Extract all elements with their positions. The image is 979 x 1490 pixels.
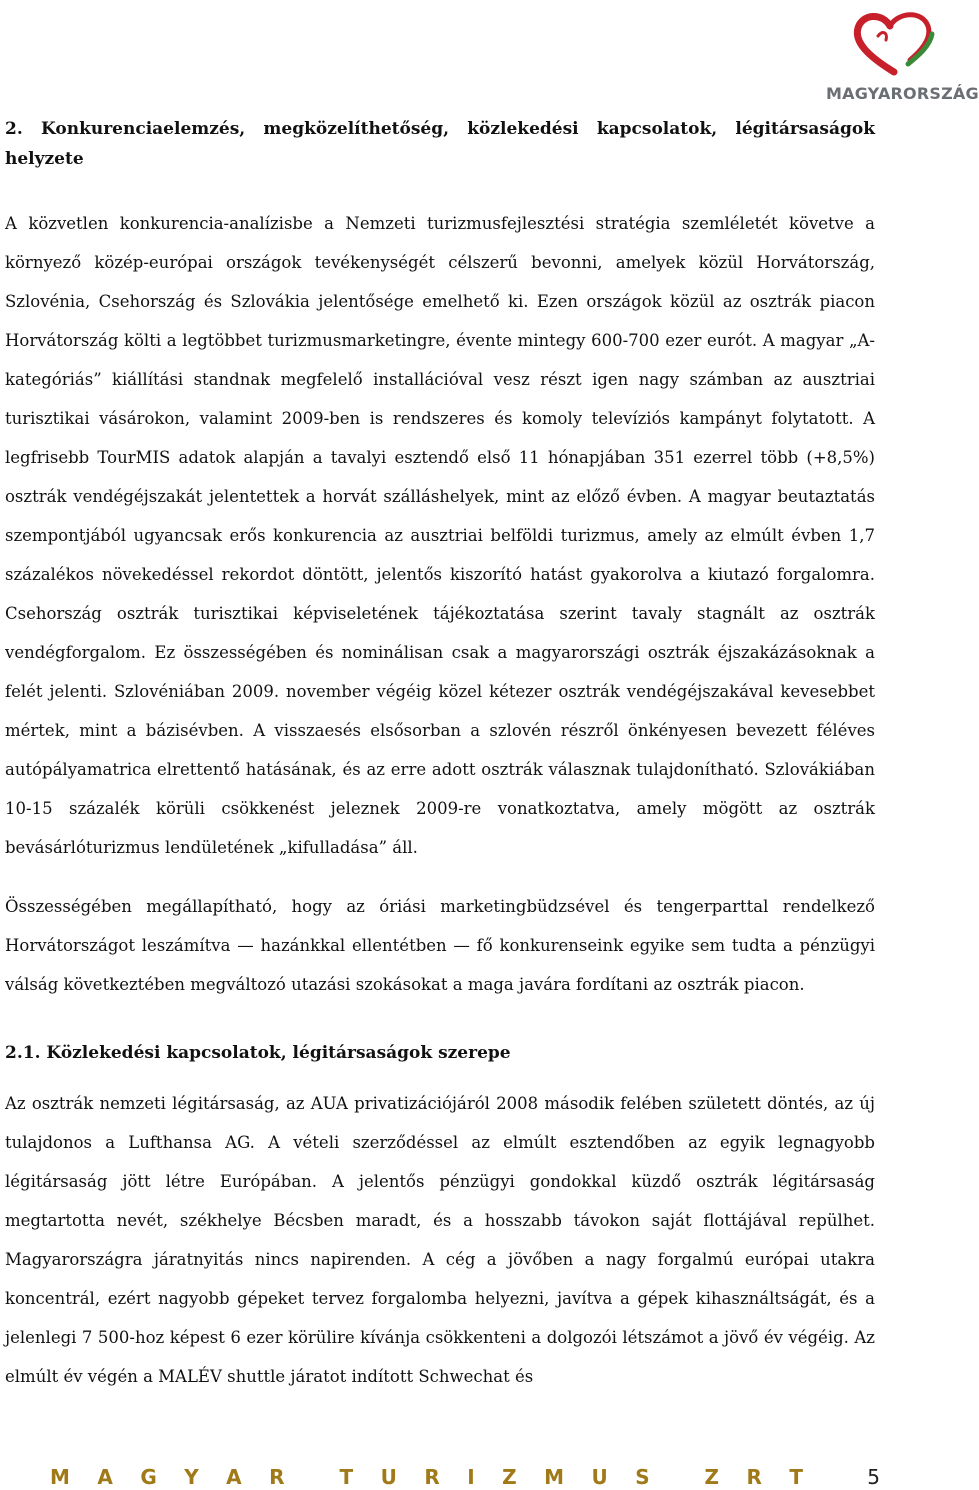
document-content — [5, 114, 875, 1396]
section-paragraph-1: A közvetlen konkurencia-analízisbe a Nemzeti turizmusfejlesztési stratégia szemléletét követve a környező közép-európai országok tevékenységét célszerű bevonni, amelyek közül Horvátország, Szlovénia, Csehország és Szlovákia jelentősége emelhető ki. Ezen országok közül az osztrák piacon Horvátország költi a legtöbbet turizmusmarketingre, évente mintegy 600-700 ezer eurót. A magyar „A-kategóriás” kiállítási standnak megfelelő installációval vesz részt igen nagy számban az ausztriai turisztikai vásárokon, valamint 2009-ben is rendszeres és komoly televíziós kampányt folytatott. A legfrisebb TourMIS adatok alapján a tavalyi esztendő első 11 hónapjában 351 ezerrel több (+8,5%) osztrák vendégéjszakát jelentettek a horvát szálláshelyek, mint az előző évben. A magyar beutaztatás szempontjából ugyancsak erős konkurencia az ausztriai belföldi turizmus, amely az elmúlt évben 1,7 százalékos növekedéssel rekordot döntött, jelentős kiszorító hatást gyakorolva a kiutazó forgalomra. Csehország osztrák turisztikai képviseletének tájékoztatása szerint tavaly stagnált az osztrák vendégforgalom. Ez összességében és nominálisan csak a magyarországi osztrák éjszakázásoknak a felét jelenti. Szlovéniában 2009. november végéig közel kétezer osztrák vendégéjszakával kevesebbet mértek, mint a bázisévben. A visszaesés elsősorban a szlovén részről önkényesen bevezett féléves autópályamatrica elrettentő hatásának, és az erre adott osztrák válasznak tulajdonítható. Szlovákiában 10-15 százalék körüli csökkenést jeleznek 2009-re vonatkoztatva, amely mögött az osztrák bevásárlóturizmus lendületének „kifulladása” áll. — [5, 214, 875, 857]
page-footer — [50, 1464, 880, 1490]
footer-letter: G — [140, 1465, 157, 1489]
footer-letter: M — [544, 1465, 564, 1489]
magyarorszag-logo — [826, 6, 979, 103]
footer-letter: R — [424, 1465, 440, 1489]
heart-logo-icon — [848, 6, 940, 78]
footer-letter: R — [746, 1465, 762, 1489]
footer-letter: Y — [184, 1465, 199, 1489]
logo-wordmark: MAGYARORSZÁG — [826, 84, 979, 103]
subsection-paragraph-1: Az osztrák nemzeti légitársaság, az AUA privatizációjáról 2008 második felében született döntés, az új tulajdonos a Lufthansa AG. A vételi szerződéssel az elmúlt esztendőben az egyik legnagyobb légitársaság jött létre Európában. A jelentős pénzügyi gondokkal küzdő osztrák légitársaság megtartotta nevét, székhelye Bécsben maradt, és a hosszabb távokon saját flottájával repülhet. Magyarországra járatnyitás nincs napirenden. A cég a jövőben a nagy forgalmú európai utakra koncentrál, ezért nagyobb gépeket tervez forgalomba helyezni, javítva a gépek kihasználtságát, és a jelenlegi 7 500-hoz képest 6 ezer körülire kívánja csökkenteni a dolgozói létszámot a jövő év végéig. Az elmúlt év végén a MALÉV shuttle járatot indított Schwechat és — [5, 1094, 875, 1386]
footer-letter: R — [269, 1465, 285, 1489]
subsection-heading: 2.1. Közlekedési kapcsolatok, légitársaságok szerepe — [5, 1043, 511, 1063]
section-paragraph-2: Összességében megállapítható, hogy az óriási marketingbüdzsével és tengerparttal rendelkező Horvátországot leszámítva — hazánkkal ellentétben — fő konkurenseink egyike sem tudta a pénzügyi válság következtében megváltozó utazási szokásokat a maga javára fordítani az osztrák piacon. — [5, 897, 875, 994]
page-number: 5 — [867, 1465, 880, 1489]
footer-letter: S — [635, 1465, 650, 1489]
footer-letter: U — [380, 1465, 397, 1489]
footer-letter: T — [339, 1465, 354, 1489]
footer-letter: Z — [502, 1465, 517, 1489]
footer-company-name — [50, 1465, 867, 1489]
section-heading: 2. Konkurenciaelemzés, megközelíthetőség, közlekedési kapcsolatok, légitársaságok helyzete — [5, 119, 875, 169]
footer-letter: A — [97, 1465, 113, 1489]
footer-letter: M — [50, 1465, 70, 1489]
footer-letter: Z — [704, 1465, 720, 1489]
footer-letter: A — [226, 1465, 242, 1489]
footer-letter: T — [789, 1465, 804, 1489]
footer-letter: I — [467, 1465, 475, 1489]
footer-letter: U — [591, 1465, 608, 1489]
